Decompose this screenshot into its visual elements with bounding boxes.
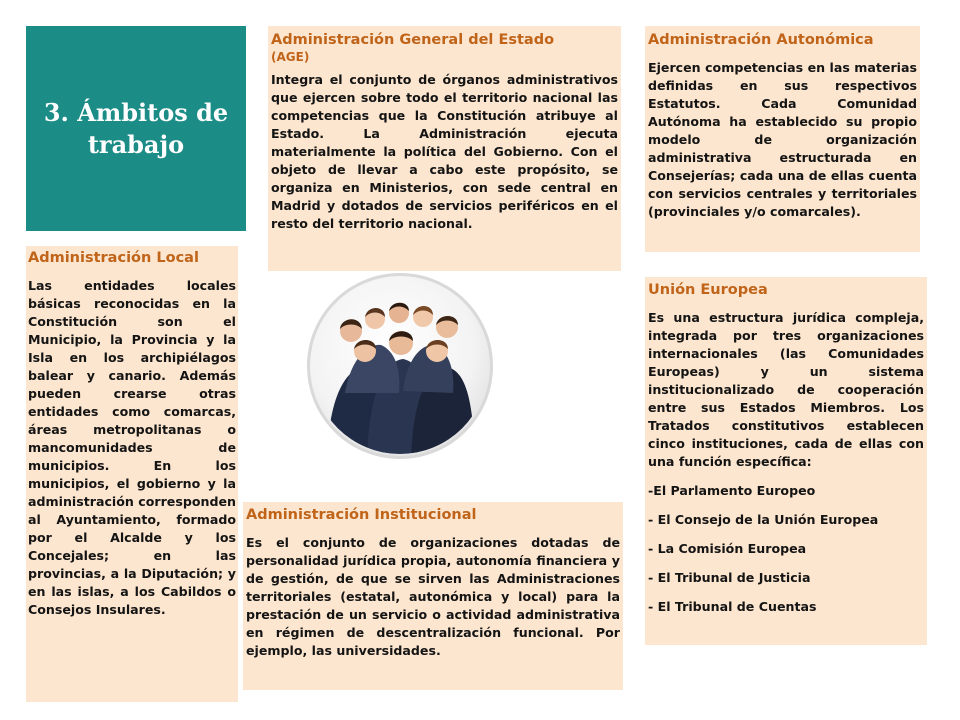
ue-item: - El Consejo de la Unión Europea [648,512,879,527]
age-abbr: (AGE) [271,50,310,64]
institucional-heading: Administración Institucional [246,507,477,523]
ue-item: - El Tribunal de Cuentas [648,599,817,614]
autonomica-heading: Administración Autonómica [648,32,874,48]
age-box [268,26,621,271]
ue-item: - El Tribunal de Justicia [648,570,811,585]
ue-item: - La Comisión Europea [648,541,807,556]
section-title-block [26,26,246,231]
people-illustration-icon [307,273,493,459]
institucional-body: Es el conjunto de organizaciones dotadas de personalidad jurídica propia, autonomía financiera y de gestión, de que se sirven las Administraciones territoriales (estatal, autonómica y local) para la prestación de un servicio o actividad administrativa en régimen de descentralización funcional. Por ejemplo, las universidades. [246,535,620,658]
age-heading: Administración General del Estado [271,32,555,48]
age-body: Integra el conjunto de órganos administrativos que ejercen sobre todo el territorio nacional las competencias que la Constitución atribuye al Estado. La Administración ejecuta materialmente la política del Gobierno. Con el objeto de llevar a cabo este propósito, se organiza en Ministerios, con sede central en Madrid y dotados de servicios periféricos en el resto del territorio nacional. [271,72,618,231]
local-body: Las entidades locales básicas reconocidas en la Constitución son el Municipio, la Provincia y la Isla en los archipiélagos balear y canario. Además pueden crearse otras entidades como comarcas, áreas metropolitanas o mancomunidades de municipios. En los municipios, el gobierno y la administración corresponden al Ayuntamiento, formado por el Alcalde y los Concejales; en las provincias, a la Diputación; y en las islas, a los Cabildos o Consejos Insulares. [28,278,236,617]
ue-box [645,277,927,645]
institucional-box [243,502,623,690]
ue-item: -El Parlamento Europeo [648,483,816,498]
local-heading: Administración Local [28,250,199,266]
page-title: 3. Ámbitos de trabajo [43,97,229,159]
local-box [26,246,238,702]
ue-body: Es una estructura jurídica compleja, integrada por tres organizaciones internacionales (las Comunidades Europeas) y un sistema institucionalizado de cooperación entre sus Estados Miembros. Los Tratados constitutivos establecen cinco instituciones, cada de ellas con una función específica: [648,310,924,469]
group-of-people-photo [307,273,493,459]
autonomica-body: Ejercen competencias en las materias definidas en sus respectivos Estatutos. Cada Comunidad Autónoma ha establecido su propio modelo de organización administrativa estructurada en Consejerías; cada una de ellas cuenta con servicios centrales y territoriales (provinciales y/o comarcales). [648,60,917,219]
autonomica-box [645,26,920,252]
ue-heading: Unión Europea [648,282,768,298]
